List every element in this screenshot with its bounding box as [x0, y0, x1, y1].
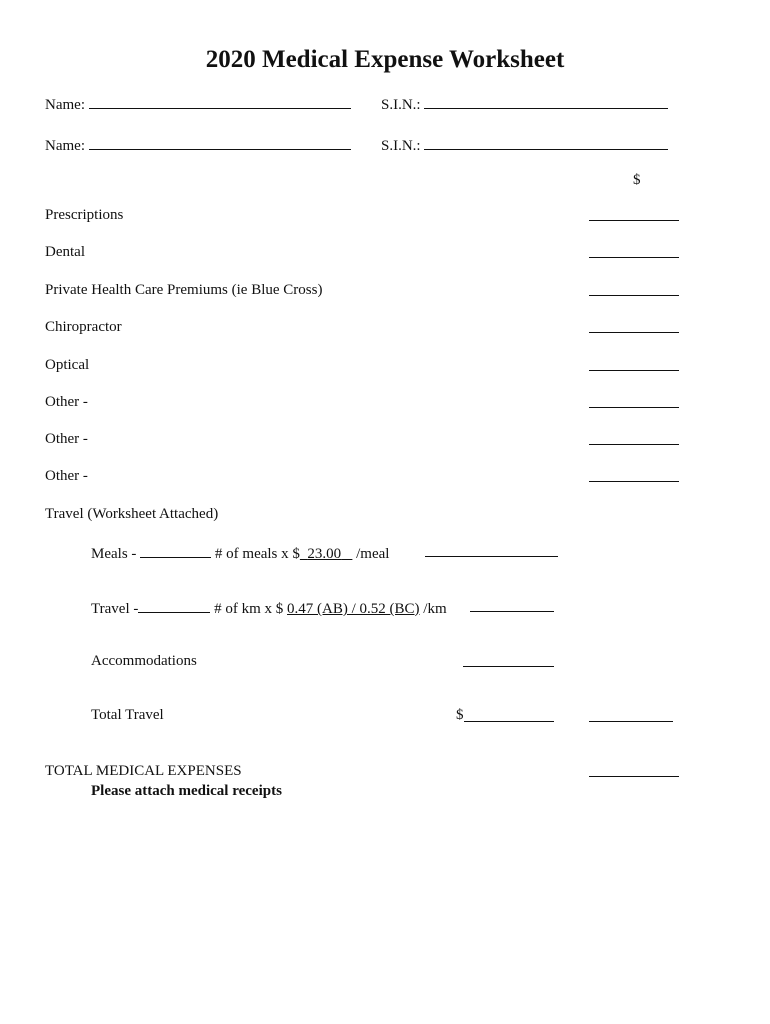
name-label: Name: [45, 138, 85, 154]
page-title: 2020 Medical Expense Worksheet [205, 46, 565, 73]
name-field-1[interactable] [89, 94, 351, 109]
currency-column-label: $ [633, 172, 641, 188]
receipts-note: Please attach medical receipts [91, 783, 282, 799]
expense-field-other-3[interactable] [589, 481, 679, 482]
total-travel-subtotal-field[interactable] [464, 721, 554, 722]
km-unit: /km [423, 601, 447, 617]
meals-row [91, 543, 389, 563]
km-label: Travel - [91, 601, 139, 617]
expense-field-chiropractor[interactable] [589, 332, 679, 333]
expense-field-other-1[interactable] [589, 407, 679, 408]
expense-label-prescriptions: Prescriptions [45, 207, 124, 223]
km-row [91, 598, 447, 618]
meals-rate: 23.00 [307, 546, 342, 562]
meals-label: Meals - [91, 546, 137, 562]
expense-field-other-2[interactable] [589, 444, 679, 445]
km-count-field[interactable] [138, 598, 210, 613]
meals-multiplier-label: # of meals x $ [214, 546, 300, 562]
accommodations-amount-field[interactable] [463, 666, 554, 667]
travel-heading: Travel (Worksheet Attached) [45, 506, 219, 522]
total-travel-currency: $ [456, 707, 464, 723]
total-travel-label: Total Travel [91, 707, 164, 723]
name-label: Name: [45, 97, 85, 113]
sin-label: S.I.N.: [381, 138, 421, 154]
km-multiplier-label: # of km x $ [214, 601, 284, 617]
expense-label-premiums: Private Health Care Premiums (ie Blue Cross) [45, 282, 323, 298]
name-row-2 [45, 135, 351, 155]
accommodations-label: Accommodations [91, 653, 197, 669]
total-medical-expenses-field[interactable] [589, 776, 679, 777]
expense-field-premiums[interactable] [589, 295, 679, 296]
meals-unit: /meal [356, 546, 390, 562]
sin-label: S.I.N.: [381, 97, 421, 113]
expense-label-optical: Optical [45, 357, 90, 373]
meals-count-field[interactable] [140, 543, 211, 558]
expense-label-chiropractor: Chiropractor [45, 319, 122, 335]
name-row-1 [45, 94, 351, 114]
expense-label-dental: Dental [45, 244, 85, 260]
expense-label-other-2: Other - [45, 431, 88, 447]
sin-field-1[interactable] [424, 94, 668, 109]
expense-field-optical[interactable] [589, 370, 679, 371]
km-amount-field[interactable] [470, 611, 554, 612]
sin-field-2[interactable] [424, 135, 668, 150]
meals-amount-field[interactable] [425, 556, 558, 557]
name-field-2[interactable] [89, 135, 351, 150]
km-rate: 0.47 (AB) / 0.52 (BC) [287, 601, 420, 617]
total-travel-amount-field[interactable] [589, 721, 673, 722]
total-medical-expenses-label: TOTAL MEDICAL EXPENSES [45, 763, 242, 779]
sin-row-1 [381, 94, 668, 114]
sin-row-2 [381, 135, 668, 155]
expense-label-other-3: Other - [45, 468, 88, 484]
expense-field-prescriptions[interactable] [589, 220, 679, 221]
expense-label-other-1: Other - [45, 394, 88, 410]
expense-field-dental[interactable] [589, 257, 679, 258]
